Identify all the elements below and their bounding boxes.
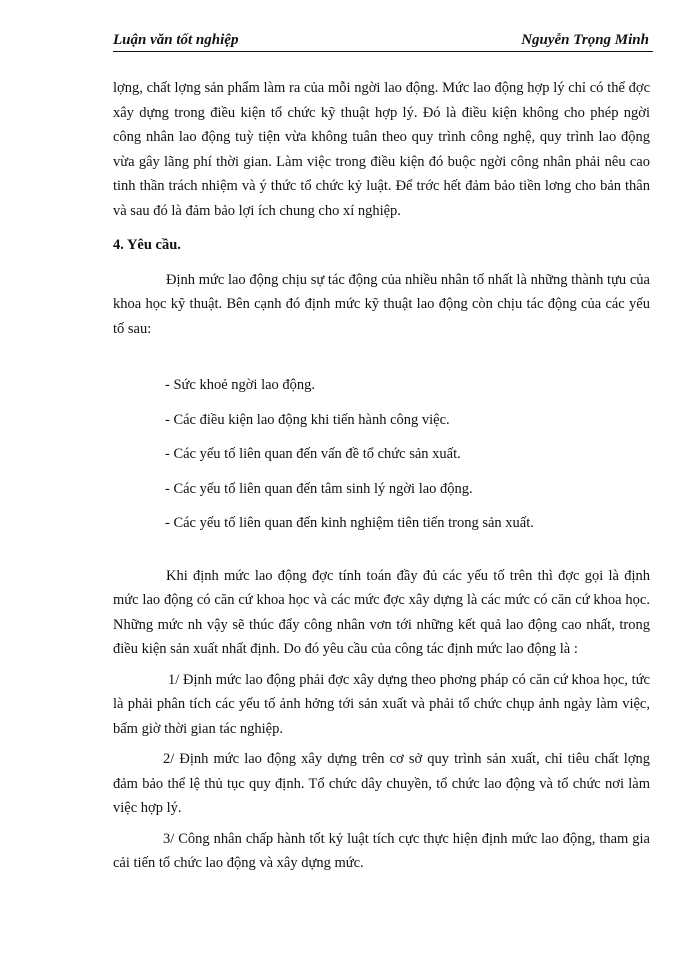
header-author-name: Nguyễn Trọng Minh: [521, 32, 649, 48]
requirement-item: 3/ Công nhân chấp hành tốt kỷ luật tích cực thực hiện định mức lao động, tham gia cải tiến tổ chức lao động và xây dựng mức.: [113, 830, 650, 871]
requirement-item: 2/ Định mức lao động xây dựng trên cơ sở quy trình sản xuất, chỉ tiêu chất lợng đảm bảo thể lệ thủ tục quy định. Tổ chức dây chuyền, tổ chức lao động và tổ chức nơi làm việc hợp lý.: [113, 751, 650, 816]
factor-item: - Các yếu tố liên quan đến kinh nghiệm tiên tiến trong sản xuất.: [165, 515, 534, 531]
factor-list: [113, 373, 650, 536]
header-thesis-title: Luận văn tốt nghiệp: [113, 32, 239, 48]
page-body: [113, 76, 650, 876]
requirements-intro-paragraph: Khi định mức lao động đợc tính toán đầy đủ các yếu tố trên thì đợc gọi là định mức lao động có căn cứ khoa học và các mức đợc xây dựng là các mức có căn cứ khoa học. Những mức nh vậy sẽ thúc đẩy công nhân vơn tới những kết quả lao động cao nhất, trong điều kiện sản xuất nhất định. Do đó yêu cầu của công tác định mức lao động là :: [113, 567, 650, 657]
factor-item: - Các yếu tố liên quan đến tâm sinh lý ngời lao động.: [165, 480, 473, 497]
section-heading: 4. Yêu cầu.: [113, 237, 181, 253]
factor-item: - Các điều kiện lao động khi tiến hành công việc.: [165, 411, 450, 428]
page-header: [113, 31, 653, 52]
requirement-list: [113, 668, 650, 876]
requirement-item: 1/ Định mức lao động phải đợc xây dựng theo phơng pháp có căn cứ khoa học, tức là phải phân tích các yếu tố ảnh hởng tới sản xuất và phải tổ chức chụp ảnh ngày làm việc, bấm giờ thời gian tác nghiệp.: [113, 671, 650, 737]
factor-item: - Các yếu tố liên quan đến vấn đề tổ chức sản xuất.: [165, 446, 461, 462]
intro-paragraph: lợng, chất lợng sản phẩm làm ra của mỗi ngời lao động. Mức lao động hợp lý chỉ có thể đợc xây dựng trong điều kiện tổ chức kỹ thuật hợp lý. Đó là điều kiện không cho phép ngời công nhân lao động tuỳ tiện vừa không tuân theo quy trình công nghệ, quy trình lao động vừa gây lãng phí thời gian. Làm việc trong điều kiện đó buộc ngời công nhân phải nêu cao tinh thần trách nhiệm và ý thức tổ chức kỷ luật. Để trớc hết đảm bảo tiền lơng cho bản thân và sau đó là đảm bảo lợi ích chung cho xí nghiệp.: [113, 80, 650, 219]
factors-intro-paragraph: Định mức lao động chịu sự tác động của nhiều nhân tố nhất là những thành tựu của khoa học kỹ thuật. Bên cạnh đó định mức kỹ thuật lao động còn chịu tác động của các yếu tố sau:: [113, 271, 650, 337]
factor-item: - Sức khoẻ ngời lao động.: [165, 377, 316, 393]
